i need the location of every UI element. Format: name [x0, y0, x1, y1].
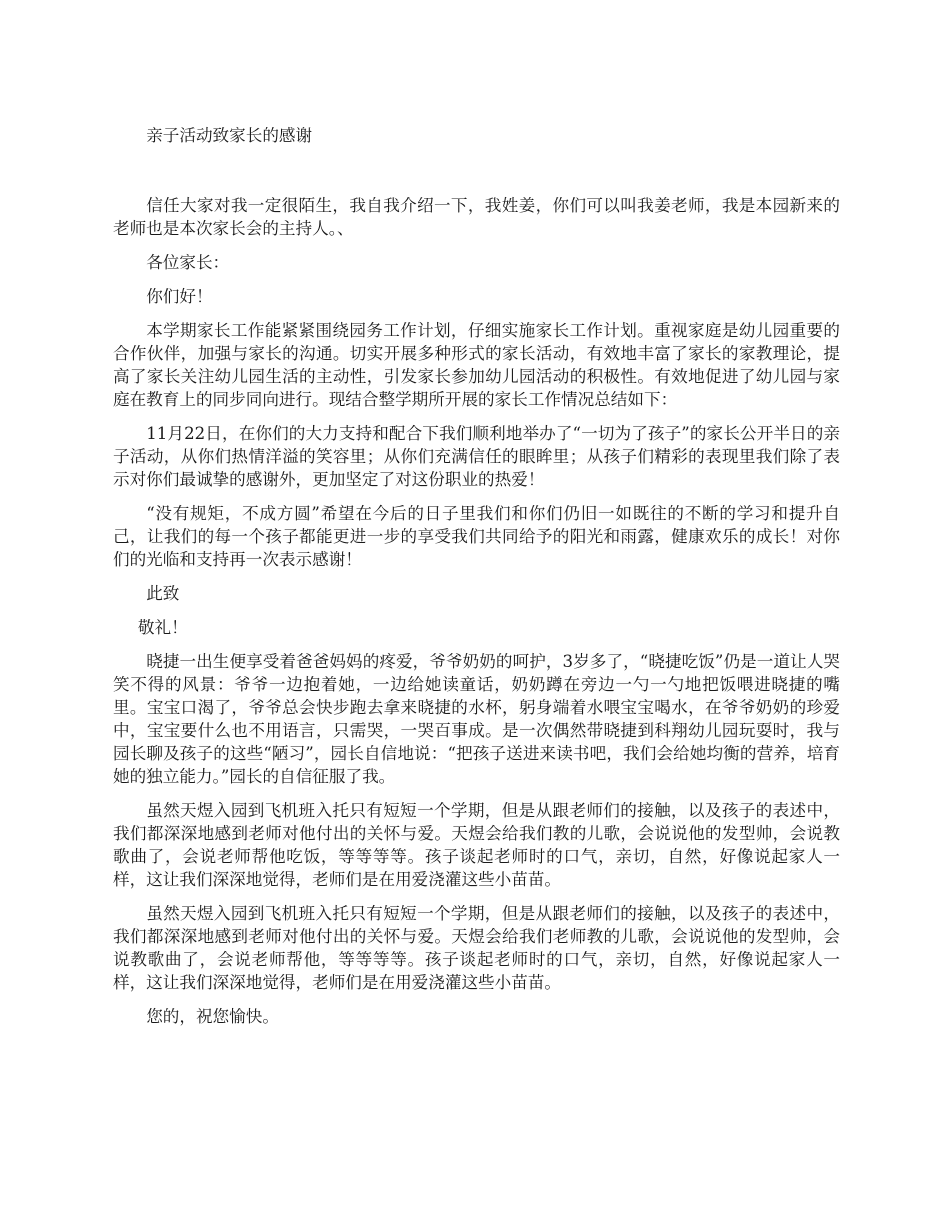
greeting: 你们好！: [146, 287, 213, 306]
body-paragraph: “没有规矩，不成方圆”希望在今后的日子里我们和你们仍旧一如既往的不断的学习和提升自己，让我们的每一个孩子都能更进一步的享受我们共同给予的阳光和雨露，健康欢乐的成长！对你们的光临和支持再一次表示感谢！: [113, 504, 840, 569]
body-paragraph: 本学期家长工作能紧紧围绕园务工作计划，仔细实施家长工作计划。重视家庭是幼儿园重要的合作伙伴，加强与家长的沟通。切实开展多种形式的家长活动，有效地丰富了家长的家教理论，提高了家长关注幼儿园生活的主动性，引发家长参加幼儿园活动的积极性。有效地促进了幼儿园与家庭在教育上的同步同向进行。现结合整学期所开展的家长工作情况总结如下：: [113, 321, 840, 409]
letter-paragraph: 虽然天煜入园到飞机班入托只有短短一个学期，但是从跟老师们的接触，以及孩子的表述中，我们都深深地感到老师对他付出的关怀与爱。天煜会给我们老师教的儿歌，会说说他的发型帅，会说教歌曲了，会说老师帮他，等等等等。孩子谈起老师时的口气，亲切，自然，好像说起家人一样，这让我们深深地觉得，老师们是在用爱浇灌这些小苗苗。: [113, 904, 840, 992]
salutation: 各位家长：: [146, 253, 230, 272]
letter-paragraph: 虽然天煜入园到飞机班入托只有短短一个学期，但是从跟老师们的接触，以及孩子的表述中，我们都深深地感到老师对他付出的关怀与爱。天煜会给我们教的儿歌，会说说他的发型帅，会说教歌曲了，会说老师帮他吃饭，等等等等。孩子谈起老师时的口气，亲切，自然，好像说起家人一样，这让我们深深地觉得，老师们是在用爱浇灌这些小苗苗。: [113, 801, 840, 889]
letter-paragraph: 晓捷一出生便享受着爸爸妈妈的疼爱，爷爷奶奶的呵护，3岁多了，“晓捷吃饭”仍是一道让人哭笑不得的风景：爷爷一边抱着她，一边给她读童话，奶奶蹲在旁边一勺一勺地把饭喂进晓捷的嘴里。宝宝口渴了，爷爷总会快步跑去拿来晓捷的水杯，躬身端着水喂宝宝喝水，在爷爷奶奶的珍爱中，宝宝要什么也不用语言，只需哭，一哭百事成。是一次偶然带晓捷到科翔幼儿园玩耍时，我与园长聊及孩子的这些“陋习”，园长自信地说：“把孩子送进来读书吧，我们会给她均衡的营养，培育她的独立能力。”园长的自信征服了我。: [113, 652, 840, 786]
document-body: [113, 124, 840, 1039]
body-paragraph: 11月22日，在你们的大力支持和配合下我们顺利地举办了“一切为了孩子”的家长公开半日的亲子活动，从你们热情洋溢的笑容里；从你们充满信任的眼眸里；从孩子们精彩的表现里我们除了表示对你们最诚挚的感谢外，更加坚定了对这份职业的热爱！: [113, 424, 840, 489]
document-title: 亲子活动致家长的感谢: [146, 126, 313, 145]
sign-off: 您的，祝您愉快。: [146, 1007, 279, 1026]
closing-line: 此致: [146, 584, 180, 603]
intro-paragraph: 信任大家对我一定很陌生，我自我介绍一下，我姓姜，你们可以叫我姜老师，我是本园新来的老师也是本次家长会的主持人。、: [113, 196, 840, 238]
closing-regards: 敬礼！: [137, 618, 188, 637]
